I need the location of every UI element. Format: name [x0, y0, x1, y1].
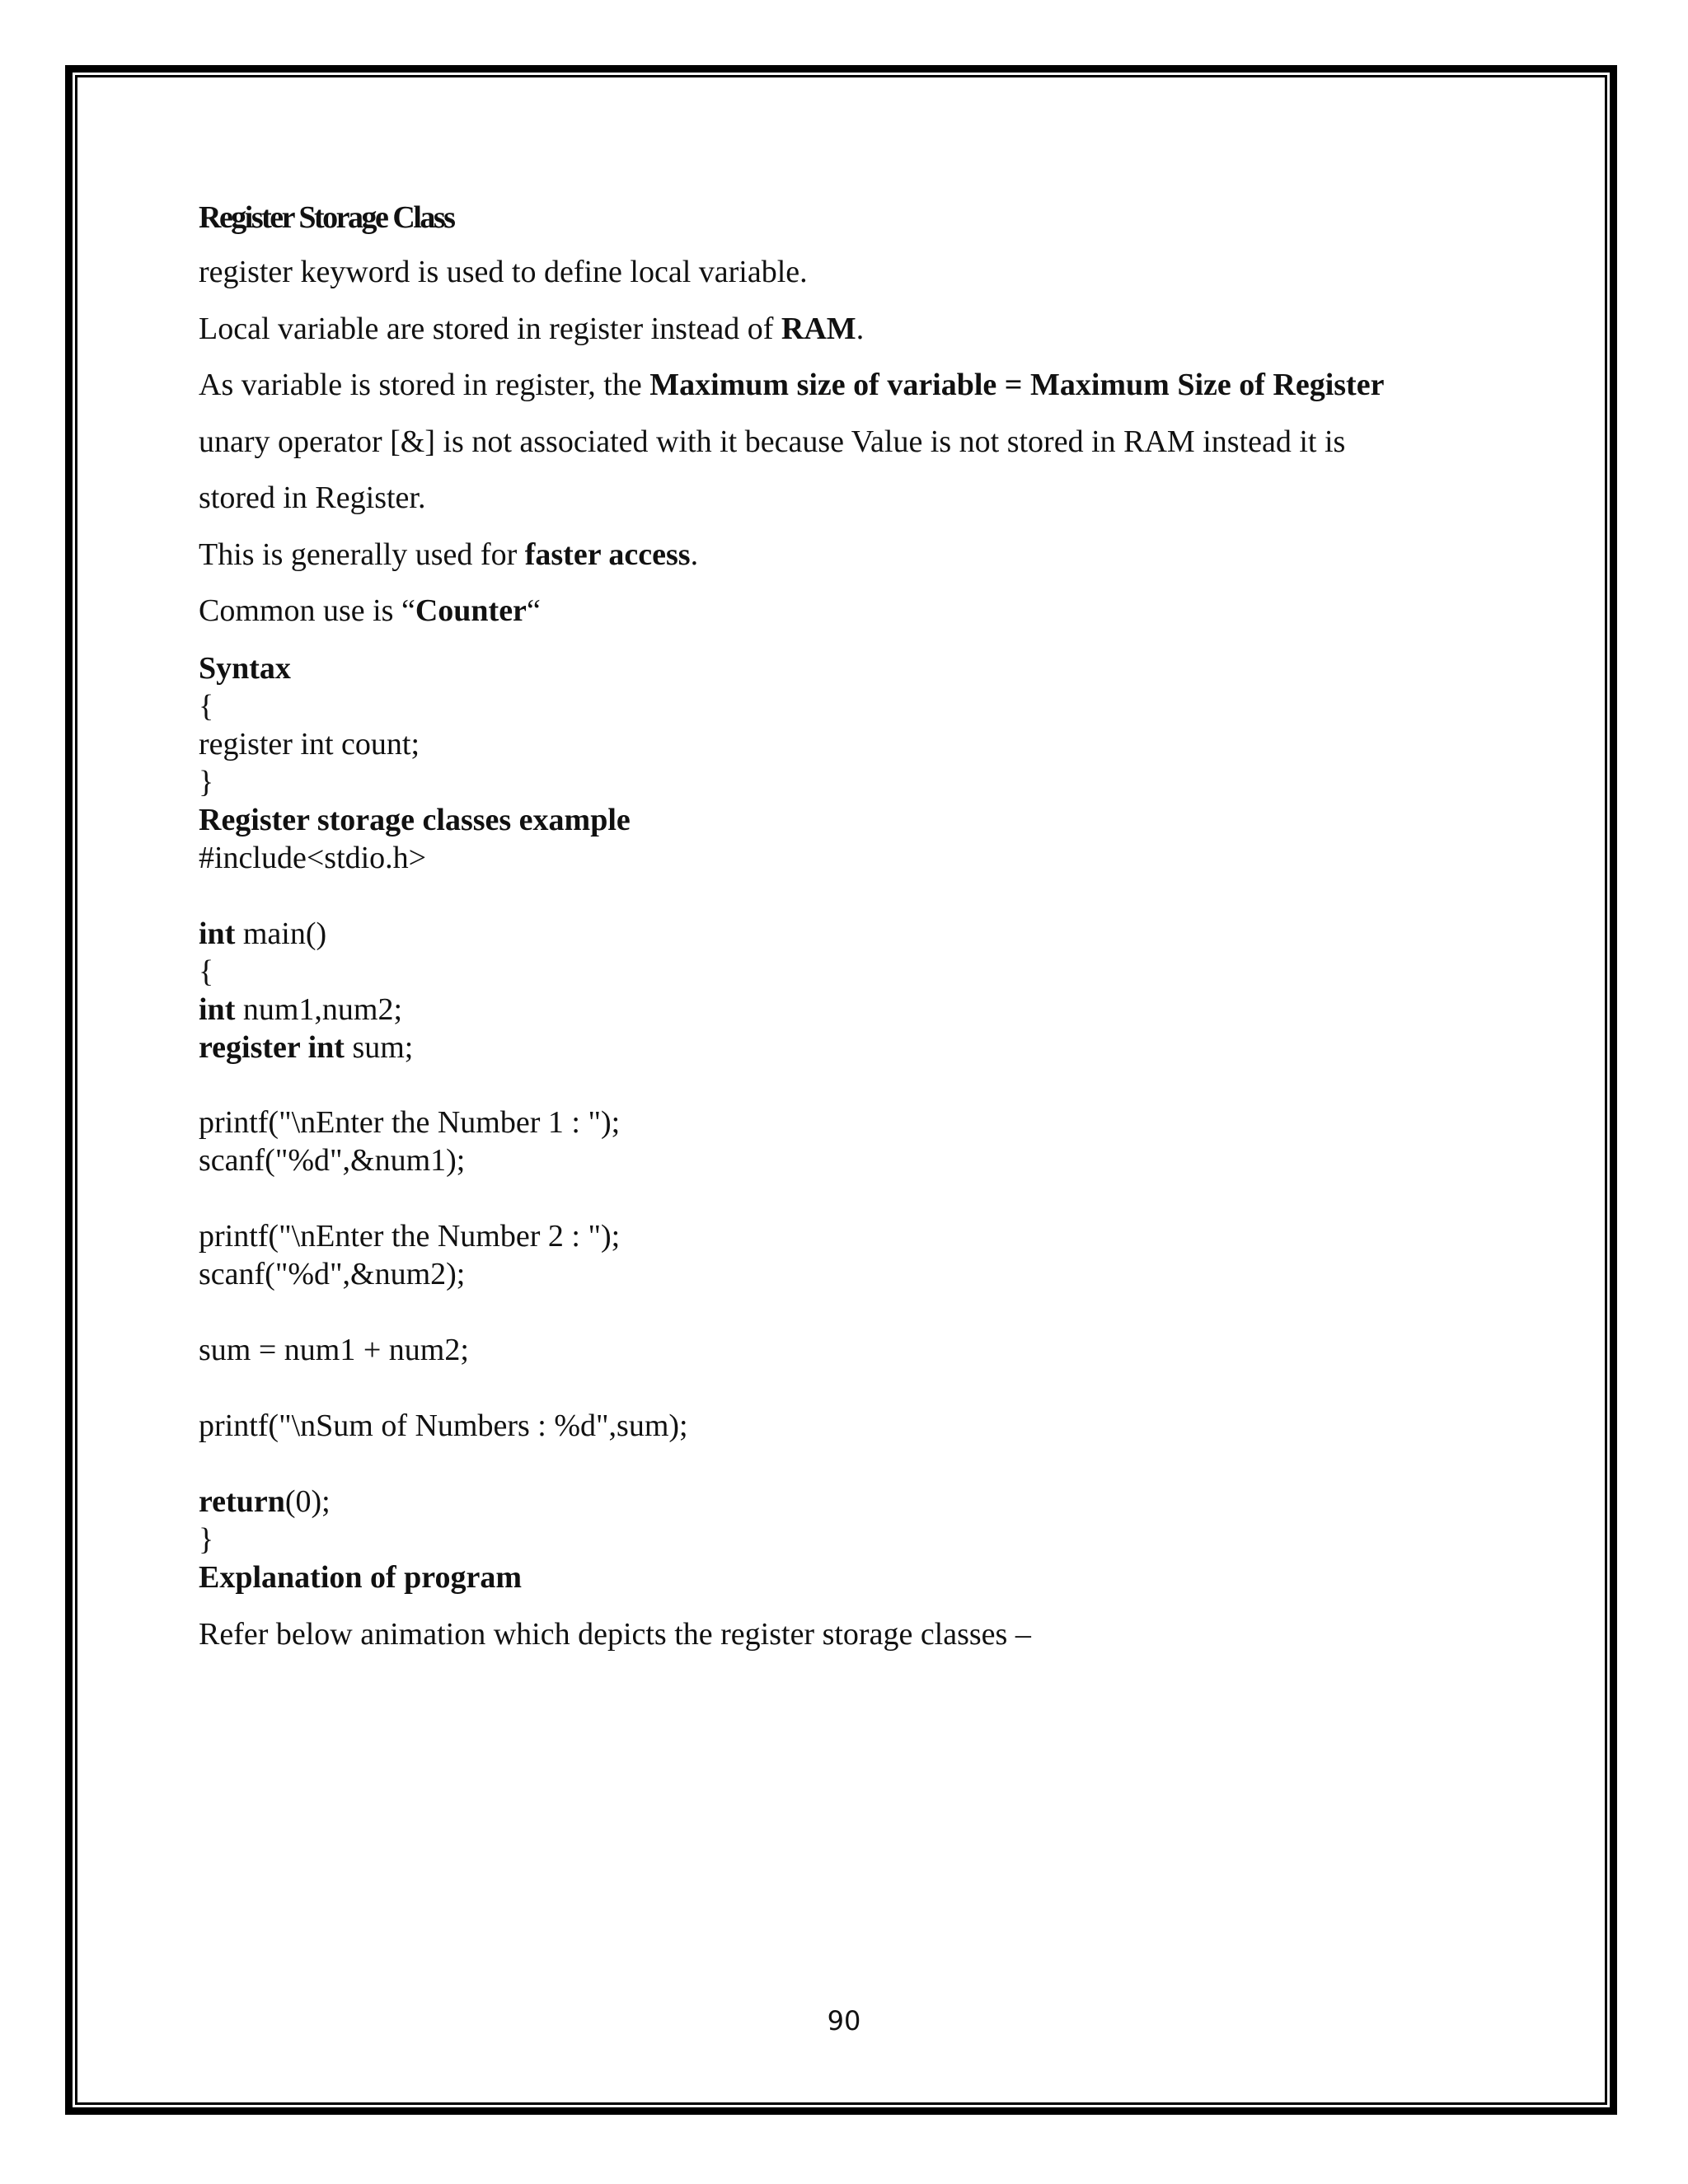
paragraph-6: This is generally used for faster access. — [199, 537, 699, 572]
paragraph-5: stored in Register. — [199, 480, 426, 515]
paragraph-7: Common use is “Counter“ — [199, 593, 541, 628]
example-label: Register storage classes example — [199, 803, 631, 837]
syntax-open-brace: { — [199, 689, 214, 724]
code-printf-1: printf("\nEnter the Number 1 : "); — [199, 1105, 621, 1140]
code-printf-2: printf("\nEnter the Number 2 : "); — [199, 1219, 621, 1254]
page-number: 90 — [827, 2005, 861, 2036]
paragraph-3: As variable is stored in register, the Maximum size of variable = Maximum Size of Register — [199, 368, 1385, 402]
code-main: int main() — [199, 916, 327, 951]
code-include: #include<stdio.h> — [199, 841, 427, 875]
paragraph-4: unary operator [&] is not associated with it because Value is not stored in RAM instead it is — [199, 424, 1346, 459]
code-declaration: int num1,num2; — [199, 992, 403, 1027]
code-return: return(0); — [199, 1484, 331, 1519]
code-register-declaration: register int sum; — [199, 1030, 414, 1065]
syntax-label: Syntax — [199, 651, 291, 686]
syntax-close-brace: } — [199, 765, 214, 799]
syntax-body: register int count; — [199, 727, 420, 762]
code-open-brace: { — [199, 954, 214, 989]
section-heading: Register Storage Class — [199, 200, 454, 235]
paragraph-1: register keyword is used to define local variable. — [199, 255, 808, 289]
code-printf-3: printf("\nSum of Numbers : %d",sum); — [199, 1408, 688, 1443]
explanation-label: Explanation of program — [199, 1560, 523, 1595]
code-scanf-2: scanf("%d",&num2); — [199, 1257, 466, 1291]
code-sum: sum = num1 + num2; — [199, 1333, 469, 1367]
code-scanf-1: scanf("%d",&num1); — [199, 1143, 466, 1178]
code-close-brace: } — [199, 1522, 214, 1557]
explanation-text: Refer below animation which depicts the register storage classes – — [199, 1617, 1031, 1652]
paragraph-2: Local variable are stored in register instead of RAM. — [199, 312, 865, 346]
